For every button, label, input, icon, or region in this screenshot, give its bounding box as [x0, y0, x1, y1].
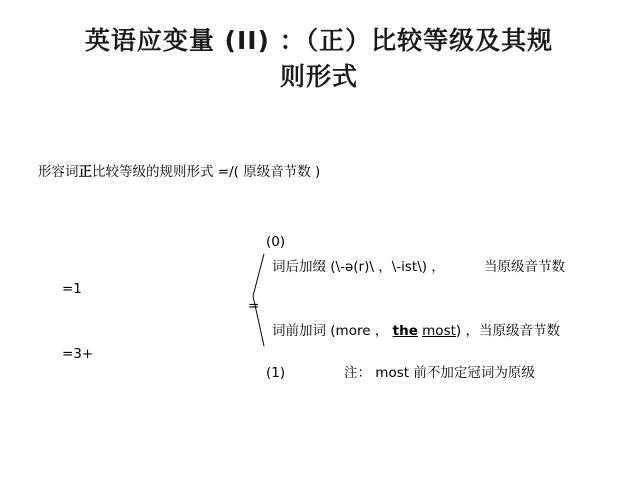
rule-prefix-line [272, 322, 560, 340]
intro-bold: 正 [78, 164, 92, 180]
intro-line [38, 163, 320, 181]
rule-prefix-post: ) ，当原级音节数 [455, 323, 560, 339]
rule-prefix-the: the [392, 323, 418, 339]
rule-suffix: 词后加缀 (\-ə(r)\ ，\-ist\) ， [272, 259, 445, 275]
condition-1: =1 [62, 281, 82, 297]
intro-pre: 形容词 [38, 164, 79, 180]
one-label: (1) [266, 365, 286, 381]
rule-prefix-most: most [422, 323, 456, 339]
intro-post: 比较等级的规则形式 =/( 原级音节数 ) [92, 164, 321, 180]
rule-prefix-pre: 词前加词 (more ， [272, 323, 389, 339]
note: 注： most 前不加定冠词为原级 [344, 365, 535, 381]
slide-title-line-1: 英语应变量 (II) ：（正）比较等级及其规 [84, 26, 554, 55]
rule-suffix-condition: 当原级音节数 [484, 259, 565, 275]
zero-label: (0) [266, 234, 286, 250]
slide-title-line-2: 则形式 [279, 62, 358, 91]
equals-sign: = [248, 298, 260, 314]
condition-3-plus: =3+ [62, 346, 94, 362]
